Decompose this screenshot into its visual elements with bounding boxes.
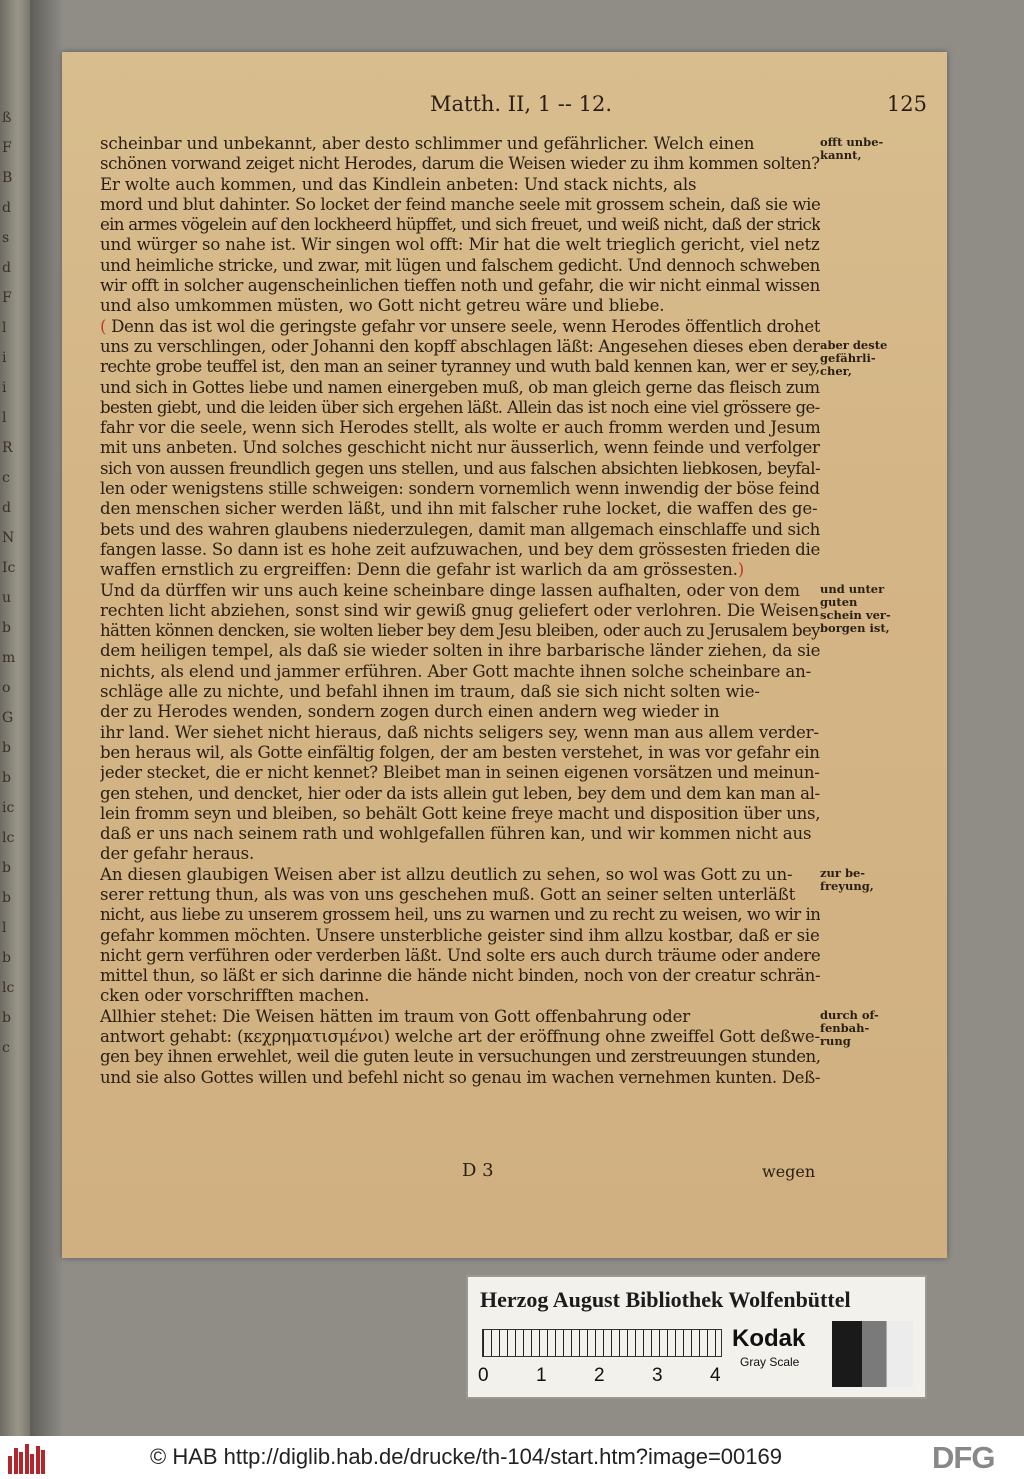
logo-bar	[8, 1456, 12, 1474]
line-text: rechten licht abziehen, sonst sind wir gewiß gnug geliefert oder verlohren. Die Weisen	[100, 600, 819, 620]
line-text: waffen ernstlich zu ergreiffen: Denn die gefahr ist warlich da am grössesten.	[100, 560, 738, 580]
logo-bar	[30, 1454, 34, 1474]
text-line	[100, 1027, 820, 1047]
line-text: gen bey ihnen erwehlet, weil die guten leute in versuchungen und zerstreuungen stunden,	[100, 1047, 820, 1067]
margin-note: zur be- freyung,	[820, 865, 874, 893]
previous-page-fragment: lc	[2, 980, 15, 996]
text-line	[100, 662, 820, 682]
text-line	[100, 296, 820, 316]
text-line	[100, 479, 820, 499]
previous-page-fragment: c	[2, 470, 10, 486]
line-text: gefahr kommen möchten. Unsere unsterbliche geister sind ihm allzu kostbar, daß er sie	[100, 925, 820, 945]
previous-page-fragment: i	[2, 380, 7, 396]
gray-patch-white	[886, 1321, 913, 1387]
previous-page-fragment: u	[2, 590, 12, 606]
line-text: jeder stecket, die er nicht kennet? Bleibet man in seinen eigenen vorsätzen und meinun-	[100, 763, 820, 783]
ruler-label: 4	[710, 1365, 721, 1386]
text-line	[100, 438, 820, 458]
previous-page-fragment: lc	[2, 830, 15, 846]
logo-bar	[14, 1448, 18, 1474]
line-text: nicht, aus liebe zu unserem grossem heil, uns zu warnen und zu recht zu weisen, wo wir in	[100, 905, 820, 925]
text-line	[100, 459, 820, 479]
text-line	[100, 784, 820, 804]
line-text: den menschen sicher werden läßt, und ihn mit falscher ruhe locket, die waffen des ge-	[100, 499, 818, 519]
line-text: nichts, als elend und jammer erführen. Aber Gott machte ihnen solche scheinbare an-	[100, 661, 812, 681]
text-line	[100, 804, 820, 824]
margin-note: durch of- fenbah- rung	[820, 1007, 879, 1048]
ruler-label: 2	[594, 1365, 605, 1386]
line-text: fangen lasse. So dann ist es hohe zeit aufzuwachen, und bey dem grössesten frieden die	[100, 539, 820, 559]
line-text: rechte grobe teuffel ist, den man an seiner tyranney und wuth bald kennen kan, wer er sey,	[100, 357, 820, 377]
margin-note: aber deste gefährli- cher,	[820, 338, 888, 378]
line-text: schönen vorwand zeiget nicht Herodes, darum die Weisen wieder zu ihm kommen solten?	[100, 154, 820, 174]
line-text: Allhier stehet: Die Weisen hätten im traum von Gott offenbahrung oder	[100, 1006, 691, 1026]
text-line	[100, 357, 820, 377]
previous-page-fragment: l	[2, 320, 7, 336]
previous-page-fragment: B	[2, 170, 13, 186]
text-line	[100, 966, 820, 986]
text-line	[100, 763, 820, 783]
logo-bar	[19, 1452, 23, 1474]
line-text: bets und des wahren glaubens niederzulegen, damit man allgemach einschlaffe und sich	[100, 519, 820, 539]
body-text	[100, 134, 820, 1088]
text-line	[100, 499, 820, 519]
text-line	[100, 702, 820, 722]
text-line	[100, 215, 820, 235]
library-label-card	[466, 1275, 927, 1399]
page-number: 125	[886, 92, 927, 116]
previous-page-fragment: b	[2, 620, 11, 636]
line-text: und würger so nahe ist. Wir singen wol offt: Mir hat die welt trieglich gericht, viel netz	[100, 235, 820, 255]
previous-page-fragment: s	[2, 230, 10, 246]
margin-note: und unter guten schein ver- borgen ist,	[820, 581, 891, 635]
line-text: mit uns anbeten. Und solches geschicht nicht nur äusserlich, wenn feinde und verfolger	[100, 438, 820, 458]
viewer-footer	[0, 1436, 1024, 1479]
line-text: scheinbar und unbekannt, aber desto schlimmer und gefährlicher. Welch einen	[100, 134, 755, 153]
line-text: besten giebt, und die leiden über sich ergehen läßt. Allein das ist noch eine viel grössere ge-	[100, 397, 820, 417]
text-line	[100, 418, 820, 438]
previous-page-fragment: b	[2, 950, 11, 966]
text-line	[100, 337, 820, 357]
line-text: Denn das ist wol die geringste gefahr vor unsere seele, wenn Herodes öffentlich drohet	[106, 316, 820, 336]
text-line	[100, 317, 820, 337]
previous-page-fragment: Ic	[2, 560, 16, 576]
text-line	[100, 682, 820, 702]
previous-page-fragment: l	[2, 410, 7, 426]
text-line	[100, 256, 820, 276]
text-line	[100, 905, 820, 925]
text-line	[100, 1068, 820, 1088]
line-text: schläge alle zu nichte, und befahl ihnen im traum, daß sie sich nicht solten wie-	[100, 682, 760, 702]
line-text: der gefahr heraus.	[100, 844, 255, 864]
previous-page-fragment: d	[2, 200, 11, 216]
catchword: wegen	[762, 1162, 816, 1181]
line-text: und heimliche stricke, und zwar, mit lügen und falschem gedicht. Und dennoch schweben	[100, 255, 820, 275]
text-line	[100, 560, 820, 580]
line-text: serer rettung thun, als was von uns geschehen muß. Gott an seiner selten unterläßt	[100, 884, 796, 904]
previous-page-fragment: b	[2, 1010, 11, 1026]
gray-patch-mid	[862, 1321, 886, 1387]
ruler-scale	[482, 1329, 722, 1357]
text-line	[100, 134, 820, 154]
line-text: ihr land. Wer siehet nicht hieraus, daß nichts seligers sey, wenn man aus allem verder-	[100, 722, 819, 742]
line-text: fahr vor die seele, wenn sich Herodes stellt, als wolte er auch fromm werden und Jesum	[100, 418, 820, 438]
text-line	[100, 946, 820, 966]
line-text: lein fromm seyn und bleiben, so behält Gott keine freye macht und disposition über uns,	[100, 803, 820, 823]
text-line	[100, 378, 820, 398]
previous-page-fragment: l	[2, 920, 7, 936]
ruler-label: 1	[536, 1365, 547, 1386]
previous-page-fragment: c	[2, 1040, 10, 1056]
line-text: dem heiligen tempel, als daß sie wieder solten in ihre barbarische länder ziehen, da sie	[100, 641, 820, 661]
previous-page-fragment: d	[2, 260, 11, 276]
kodak-logo: Kodak	[732, 1325, 806, 1352]
ruler-label: 3	[652, 1365, 663, 1386]
line-text: mittel thun, so läßt er sich darinne die hände nicht binden, noch von der creatur schrän-	[100, 966, 820, 986]
text-line	[100, 621, 820, 641]
red-paragraph-mark: )	[737, 560, 745, 580]
red-paragraph-mark: (	[100, 316, 107, 336]
footer-credit: © HAB http://diglib.hab.de/drucke/th-104/start.htm?image=00169	[150, 1444, 782, 1469]
line-text: antwort gehabt: (κεχρηματισμένοι) welche art der eröffnung ohne zweiffel Gott deßwe-	[100, 1027, 820, 1047]
gray-patch-black	[832, 1321, 862, 1387]
line-text: mord und blut dahinter. So locket der feind manche seele mit grossem schein, daß sie wie	[100, 194, 820, 214]
logo-bar	[25, 1444, 29, 1474]
text-line	[100, 844, 820, 864]
ruler-label: 0	[478, 1365, 489, 1386]
previous-page-text-fragments	[0, 110, 30, 1110]
line-text: hätten können dencken, sie wolten lieber bey dem Jesu bleiben, oder auch zu Jerusalem bey	[100, 621, 820, 641]
previous-page-fragment: b	[2, 860, 11, 876]
line-text: Und da dürffen wir uns auch keine scheinbare dinge lassen aufhalten, oder von dem	[100, 580, 800, 600]
text-line	[100, 398, 820, 418]
previous-page-fragment: b	[2, 770, 11, 786]
running-head: Matth. II, 1 -- 12.	[430, 92, 613, 116]
line-text: sich von aussen freundlich gegen uns stellen, und aus falschen absichten liebkosen, beyfal-	[100, 458, 820, 478]
book-gutter	[30, 0, 62, 1436]
text-line	[100, 520, 820, 540]
previous-page-fragment: N	[2, 530, 15, 546]
line-text: len oder wenigstens stille schweigen: sondern vornemlich wenn inwendig der böse feind	[100, 479, 820, 499]
text-line	[100, 926, 820, 946]
text-line	[100, 641, 820, 661]
logo-bar	[41, 1450, 45, 1474]
margin-note: offt unbe- kannt,	[820, 135, 884, 162]
previous-page-fragment: ß	[2, 110, 12, 126]
dfg-logo: DFG	[932, 1440, 995, 1475]
library-name: Herzog August Bibliothek Wolfenbüttel	[480, 1287, 851, 1312]
previous-page-fragment: b	[2, 890, 11, 906]
previous-page-fragment: G	[2, 710, 14, 726]
previous-page-fragment: m	[2, 650, 16, 666]
grayscale-label: Gray Scale	[740, 1355, 800, 1369]
text-line	[100, 154, 820, 174]
previous-page-fragment: ic	[2, 800, 15, 816]
text-line	[100, 175, 820, 195]
text-line	[100, 540, 820, 560]
line-text: daß er uns nach seinem rath und wohlgefallen führen kan, und wir kommen nicht aus	[100, 824, 812, 844]
text-line	[100, 195, 820, 215]
ruler-labels	[478, 1365, 738, 1387]
line-text: uns zu verschlingen, oder Johanni den kopff abschlagen läßt: Angesehen dieses eben der	[100, 336, 820, 356]
line-text: cken oder vorschrifften machen.	[100, 986, 370, 1006]
line-text: ben heraus wil, als Gotte einfältig folgen, der am besten verstehet, in was vor gefahr ein	[100, 742, 820, 762]
text-line	[100, 723, 820, 743]
text-line	[100, 1047, 820, 1067]
line-text: ein armes vögelein auf den lockheerd hüpffet, und sich freuet, und weiß nicht, daß der strick	[100, 215, 820, 235]
text-line	[100, 743, 820, 763]
hab-logo-icon	[8, 1442, 48, 1474]
text-line	[100, 276, 820, 296]
line-text: der zu Herodes wenden, sondern zogen durch einen andern weg wieder in	[100, 702, 720, 722]
book-page	[62, 52, 947, 1258]
text-line	[100, 865, 820, 885]
previous-page-edge	[0, 0, 30, 1436]
text-line	[100, 885, 820, 905]
text-line	[100, 235, 820, 255]
line-text: und also umkommen müsten, wo Gott nicht getreu wäre und bliebe.	[100, 296, 665, 316]
line-text: und sich in Gottes liebe und namen einergeben muß, ob man gleich gerne das fleisch zum	[100, 377, 820, 397]
previous-page-fragment: F	[2, 290, 12, 306]
text-line	[100, 601, 820, 621]
text-line	[100, 581, 820, 601]
line-text: und sie also Gottes willen und befehl nicht so genau im wachen vernehmen kunten. Deß-	[100, 1067, 820, 1087]
previous-page-fragment: d	[2, 500, 11, 516]
line-text: wir offt in solcher augenscheinlichen tieffen noth und gefahr, die wir nicht einmal wissen	[100, 276, 820, 296]
text-line	[100, 986, 820, 1006]
previous-page-fragment: R	[2, 440, 13, 456]
line-text: gen stehen, und dencket, hier oder da ists allein gut leben, bey dem und dem kan man al-	[100, 783, 820, 803]
line-text: nicht gern verführen oder verderben läßt. Und solte ers auch durch träume oder andere	[100, 945, 820, 965]
line-text: Er wolte auch kommen, und das Kindlein anbeten: Und stack nichts, als	[100, 174, 697, 194]
previous-page-fragment: F	[2, 140, 12, 156]
previous-page-fragment: b	[2, 740, 11, 756]
previous-page-fragment: o	[2, 680, 11, 696]
signature-mark: D 3	[462, 1160, 494, 1181]
page-header	[422, 92, 927, 122]
text-line	[100, 824, 820, 844]
logo-bar	[36, 1446, 40, 1474]
text-line	[100, 1007, 820, 1027]
line-text: An diesen glaubigen Weisen aber ist allzu deutlich zu sehen, so wol was Gott zu un-	[100, 864, 793, 884]
previous-page-fragment: i	[2, 350, 7, 366]
